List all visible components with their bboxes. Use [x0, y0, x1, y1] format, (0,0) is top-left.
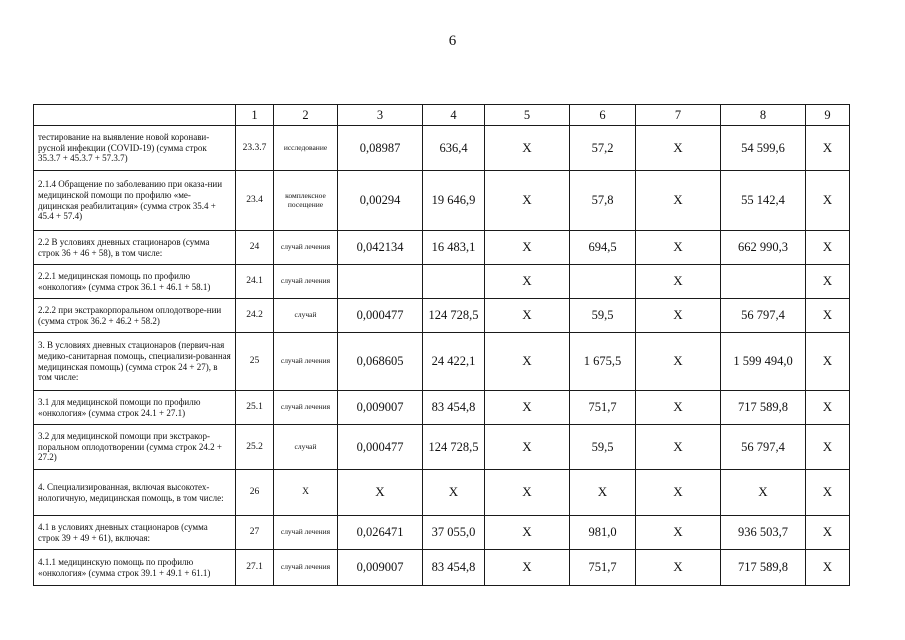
- value-cell: X: [485, 171, 570, 231]
- value-cell: 717 589,8: [721, 550, 806, 586]
- row-name-cell: 2.1.4 Обращение по заболеванию при оказа-нии медицинской помощи по профилю «ме-дицинская реабилитация» (сумма строк 35.4 + 45.4 + 57.4): [34, 171, 236, 231]
- value-cell: 0,042134: [338, 231, 423, 265]
- value-cell: X: [636, 470, 721, 516]
- value-cell: [338, 265, 423, 299]
- header-cell: 4: [423, 105, 485, 126]
- value-cell: 57,2: [570, 126, 636, 171]
- value-cell: X: [636, 126, 721, 171]
- row-number-cell: 27: [236, 516, 274, 550]
- value-cell: X: [806, 126, 850, 171]
- value-cell: X: [485, 550, 570, 586]
- value-cell: 936 503,7: [721, 516, 806, 550]
- unit-cell: случай: [274, 425, 338, 470]
- value-cell: 751,7: [570, 391, 636, 425]
- value-cell: X: [636, 265, 721, 299]
- value-cell: X: [806, 333, 850, 391]
- unit-cell: случай лечения: [274, 231, 338, 265]
- value-cell: X: [423, 470, 485, 516]
- value-cell: X: [806, 550, 850, 586]
- table-row: [34, 299, 850, 333]
- value-cell: [570, 265, 636, 299]
- row-number-cell: 23.4: [236, 171, 274, 231]
- value-cell: X: [485, 299, 570, 333]
- value-cell: X: [485, 126, 570, 171]
- header-cell-blank: [34, 105, 236, 126]
- value-cell: 57,8: [570, 171, 636, 231]
- header-cell: 8: [721, 105, 806, 126]
- value-cell: 0,009007: [338, 550, 423, 586]
- value-cell: 0,068605: [338, 333, 423, 391]
- value-cell: 662 990,3: [721, 231, 806, 265]
- row-number-cell: 24: [236, 231, 274, 265]
- header-cell: 1: [236, 105, 274, 126]
- value-cell: X: [338, 470, 423, 516]
- value-cell: 0,00294: [338, 171, 423, 231]
- row-name-cell: 3.1 для медицинской помощи по профилю «онкология» (сумма строк 24.1 + 27.1): [34, 391, 236, 425]
- unit-cell: случай лечения: [274, 516, 338, 550]
- unit-cell: случай лечения: [274, 391, 338, 425]
- header-cell: 5: [485, 105, 570, 126]
- table-row: [34, 516, 850, 550]
- value-cell: 56 797,4: [721, 425, 806, 470]
- value-cell: 0,009007: [338, 391, 423, 425]
- row-number-cell: 24.1: [236, 265, 274, 299]
- table-row: [34, 470, 850, 516]
- value-cell: 124 728,5: [423, 425, 485, 470]
- value-cell: 83 454,8: [423, 391, 485, 425]
- value-cell: 717 589,8: [721, 391, 806, 425]
- value-cell: X: [274, 470, 338, 516]
- table-header-row: [34, 105, 850, 126]
- table-row: [34, 425, 850, 470]
- unit-cell: случай лечения: [274, 333, 338, 391]
- header-cell: 3: [338, 105, 423, 126]
- unit-cell: случай лечения: [274, 265, 338, 299]
- row-number-cell: 23.3.7: [236, 126, 274, 171]
- row-name-cell: 4.1.1 медицинскую помощь по профилю «онкология» (сумма строк 39.1 + 49.1 + 61.1): [34, 550, 236, 586]
- value-cell: X: [721, 470, 806, 516]
- row-number-cell: 27.1: [236, 550, 274, 586]
- value-cell: 0,000477: [338, 299, 423, 333]
- row-number-cell: 25.1: [236, 391, 274, 425]
- value-cell: 24 422,1: [423, 333, 485, 391]
- value-cell: [721, 265, 806, 299]
- table-row: [34, 391, 850, 425]
- table-row: [34, 171, 850, 231]
- value-cell: X: [636, 391, 721, 425]
- value-cell: X: [806, 391, 850, 425]
- value-cell: 19 646,9: [423, 171, 485, 231]
- value-cell: 636,4: [423, 126, 485, 171]
- row-number-cell: 25: [236, 333, 274, 391]
- row-number-cell: 26: [236, 470, 274, 516]
- value-cell: X: [636, 425, 721, 470]
- value-cell: 59,5: [570, 425, 636, 470]
- value-cell: 694,5: [570, 231, 636, 265]
- unit-cell: комплексное посещение: [274, 171, 338, 231]
- value-cell: 124 728,5: [423, 299, 485, 333]
- header-cell: 2: [274, 105, 338, 126]
- row-name-cell: 2.2 В условиях дневных стационаров (сумма строк 36 + 46 + 58), в том числе:: [34, 231, 236, 265]
- value-cell: 59,5: [570, 299, 636, 333]
- value-cell: X: [485, 333, 570, 391]
- table-row: [34, 126, 850, 171]
- table-row: [34, 231, 850, 265]
- value-cell: 37 055,0: [423, 516, 485, 550]
- value-cell: 0,000477: [338, 425, 423, 470]
- value-cell: X: [806, 299, 850, 333]
- header-cell: 6: [570, 105, 636, 126]
- row-number-cell: 24.2: [236, 299, 274, 333]
- value-cell: X: [806, 516, 850, 550]
- value-cell: 1 599 494,0: [721, 333, 806, 391]
- data-table: [33, 104, 850, 586]
- value-cell: X: [636, 333, 721, 391]
- value-cell: X: [485, 470, 570, 516]
- value-cell: X: [570, 470, 636, 516]
- value-cell: X: [636, 299, 721, 333]
- table-row: [34, 550, 850, 586]
- row-name-cell: 3. В условиях дневных стационаров (первич-ная медико-санитарная помощь, специализи-рованная медицинская помощь) (сумма строк 24 + 27), в том числе:: [34, 333, 236, 391]
- value-cell: X: [806, 470, 850, 516]
- row-name-cell: 2.2.2 при экстракорпоральном оплодотворе-нии (сумма строк 36.2 + 46.2 + 58.2): [34, 299, 236, 333]
- unit-cell: случай: [274, 299, 338, 333]
- value-cell: 981,0: [570, 516, 636, 550]
- value-cell: 54 599,6: [721, 126, 806, 171]
- row-name-cell: тестирование на выявление новой коронави-русной инфекции (COVID-19) (сумма строк 35.3.7 + 45.3.7 + 57.3.7): [34, 126, 236, 171]
- table-row: [34, 265, 850, 299]
- value-cell: X: [806, 425, 850, 470]
- value-cell: X: [485, 265, 570, 299]
- header-cell: 7: [636, 105, 721, 126]
- value-cell: X: [485, 516, 570, 550]
- table-row: [34, 333, 850, 391]
- value-cell: 0,08987: [338, 126, 423, 171]
- value-cell: X: [806, 231, 850, 265]
- unit-cell: исследование: [274, 126, 338, 171]
- value-cell: 55 142,4: [721, 171, 806, 231]
- value-cell: 1 675,5: [570, 333, 636, 391]
- value-cell: 16 483,1: [423, 231, 485, 265]
- header-cell: 9: [806, 105, 850, 126]
- value-cell: X: [636, 171, 721, 231]
- value-cell: X: [636, 550, 721, 586]
- row-name-cell: 2.2.1 медицинская помощь по профилю «онкология» (сумма строк 36.1 + 46.1 + 58.1): [34, 265, 236, 299]
- value-cell: [423, 265, 485, 299]
- value-cell: X: [485, 231, 570, 265]
- value-cell: X: [636, 516, 721, 550]
- value-cell: X: [806, 171, 850, 231]
- value-cell: X: [485, 391, 570, 425]
- value-cell: X: [636, 231, 721, 265]
- value-cell: 0,026471: [338, 516, 423, 550]
- row-name-cell: 3.2 для медицинской помощи при экстракор-поральном оплодотворении (сумма строк 24.2 + 27.2): [34, 425, 236, 470]
- page-number: 6: [448, 33, 457, 49]
- unit-cell: случай лечения: [274, 550, 338, 586]
- row-number-cell: 25.2: [236, 425, 274, 470]
- value-cell: X: [806, 265, 850, 299]
- row-name-cell: 4.1 в условиях дневных стационаров (сумма строк 39 + 49 + 61), включая:: [34, 516, 236, 550]
- value-cell: 83 454,8: [423, 550, 485, 586]
- value-cell: X: [485, 425, 570, 470]
- value-cell: 751,7: [570, 550, 636, 586]
- row-name-cell: 4. Специализированная, включая высокотех-нологичную, медицинская помощь, в том числе:: [34, 470, 236, 516]
- value-cell: 56 797,4: [721, 299, 806, 333]
